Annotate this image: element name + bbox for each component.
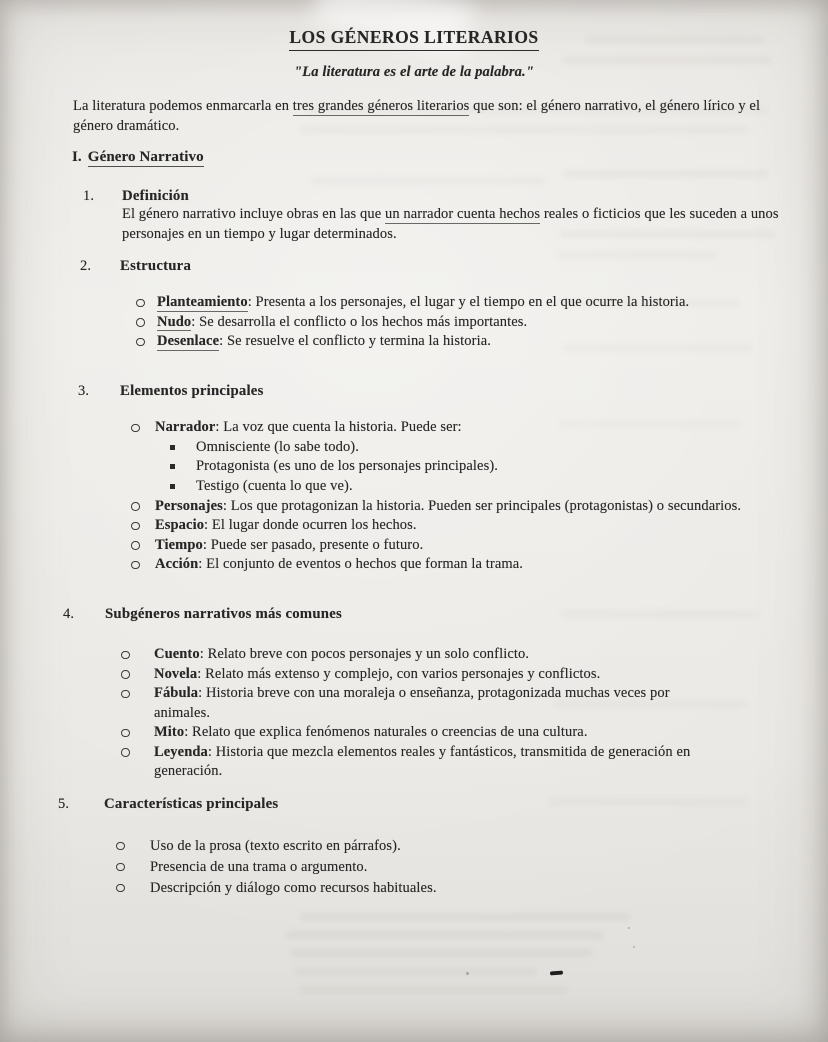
intro-underlined-text: tres grandes géneros literarios xyxy=(292,98,470,114)
text: : El lugar donde ocurren los hechos. xyxy=(204,517,417,534)
circle-bullet-icon xyxy=(136,332,157,346)
term: Leyenda xyxy=(154,743,208,760)
term: Personajes xyxy=(155,497,223,514)
list-item-text xyxy=(155,497,755,517)
list-item xyxy=(121,665,719,685)
list-item xyxy=(131,536,755,556)
numbered-heading-caracteristicas xyxy=(58,794,278,814)
intro-text-pre: La literatura podemos enmarcarla en xyxy=(73,98,293,114)
sub-list-item xyxy=(170,438,755,458)
term: Nudo xyxy=(157,313,192,330)
sub-list-item xyxy=(170,457,755,477)
list-item xyxy=(131,555,755,575)
sub-text: Testigo (cuenta lo que ve). xyxy=(196,478,353,495)
circle-bullet-icon xyxy=(121,743,154,757)
intro-text-post: que son: el género narrativo, el género lírico y el género dramático. xyxy=(73,98,761,134)
text: : Relato más extenso y complejo, con varios personajes y conflictos. xyxy=(197,665,601,682)
square-bullet-icon xyxy=(170,477,196,489)
sub-text: Protagonista (es uno de los personajes principales). xyxy=(196,458,498,475)
numbered-heading-definicion xyxy=(83,186,189,206)
list-item-text xyxy=(155,516,755,536)
term: Planteamiento xyxy=(157,294,248,310)
list-item-text xyxy=(154,665,719,685)
term: Cuento xyxy=(154,646,200,662)
circle-bullet-icon xyxy=(136,313,157,327)
text: : Se desarrolla el conflicto o los hechos más importantes. xyxy=(191,313,528,330)
document-title: LOS GÉNEROS LITERARIOS xyxy=(289,27,538,51)
list-item xyxy=(116,836,670,857)
term: Mito xyxy=(154,724,185,740)
narrador-sub-list xyxy=(170,438,755,497)
term: Espacio xyxy=(155,517,205,534)
bleed-through-line xyxy=(560,610,760,618)
text: : Historia breve con una moraleja o enseñanza, protagonizada muchas veces por animales. xyxy=(154,685,670,721)
text: : Presenta a los personajes, el lugar y el tiempo en el que ocurre la historia. xyxy=(247,294,690,310)
list-item-text xyxy=(157,313,742,333)
elementos-list xyxy=(131,418,755,575)
circle-bullet-icon xyxy=(131,516,155,530)
text: : Relato que explica fenómenos naturales o creencias de una cultura. xyxy=(184,724,588,740)
item-heading: Características principales xyxy=(104,796,279,812)
item-number: 4. xyxy=(63,606,75,622)
intro-paragraph xyxy=(73,97,785,136)
estructura-list xyxy=(136,293,742,352)
ink-speck xyxy=(466,972,469,975)
circle-bullet-icon xyxy=(131,497,155,511)
term: Narrador xyxy=(155,419,216,435)
circle-bullet-icon xyxy=(131,418,155,432)
list-item xyxy=(136,293,742,313)
list-item-text xyxy=(150,857,670,878)
ink-speck xyxy=(628,927,630,929)
text: : Puede ser pasado, presente o futuro. xyxy=(202,536,424,553)
sub-text: Omnisciente (lo sabe todo). xyxy=(196,438,359,455)
text: : Historia que mezcla elementos reales y fantásticos, transmitida de generación en generación. xyxy=(154,743,691,779)
circle-bullet-icon xyxy=(116,878,150,892)
sub-list-item xyxy=(170,477,755,497)
subgeneros-list xyxy=(121,645,719,782)
term: Fábula xyxy=(154,685,199,701)
text: Descripción y diálogo como recursos habituales. xyxy=(150,880,437,896)
item-number: 2. xyxy=(80,258,92,274)
title-row xyxy=(0,27,828,51)
item-number: 3. xyxy=(78,383,90,399)
circle-bullet-icon xyxy=(116,857,150,871)
item-heading: Elementos principales xyxy=(120,383,264,399)
text: : El conjunto de eventos o hechos que forman la trama. xyxy=(198,556,524,573)
ink-speck xyxy=(633,946,635,948)
section-numeral: I. xyxy=(72,149,82,165)
list-item xyxy=(121,684,719,723)
bleed-through-line xyxy=(290,949,593,957)
numbered-heading-subgeneros xyxy=(63,604,342,624)
list-item xyxy=(131,418,755,497)
list-item-text xyxy=(155,536,755,556)
term: Novela xyxy=(154,665,198,682)
circle-bullet-icon xyxy=(116,836,150,850)
text: : Los que protagonizan la historia. Pueden ser principales (protagonistas) o secundarios. xyxy=(222,497,742,514)
list-item xyxy=(121,743,719,782)
bleed-through-line xyxy=(548,798,748,806)
list-item-text xyxy=(154,743,719,782)
text: Uso de la prosa (texto escrito en párrafos). xyxy=(150,838,401,854)
bleed-through-line xyxy=(300,913,630,921)
item-number: 5. xyxy=(58,796,70,812)
circle-bullet-icon xyxy=(121,645,154,659)
list-item xyxy=(131,516,755,536)
text: : Relato breve con pocos personajes y un solo conflicto. xyxy=(199,646,530,662)
list-item xyxy=(116,878,670,899)
caracteristicas-list xyxy=(116,836,670,899)
term: Acción xyxy=(155,556,199,573)
bleed-through-line xyxy=(310,177,545,185)
item-heading: Estructura xyxy=(120,258,192,274)
list-item xyxy=(116,857,670,878)
list-item xyxy=(131,497,755,517)
item-heading: Definición xyxy=(122,188,189,204)
circle-bullet-icon xyxy=(131,555,155,569)
bleed-through-line xyxy=(562,56,772,64)
bleed-through-line xyxy=(286,931,604,939)
section-title: Género Narrativo xyxy=(87,149,204,165)
list-item-text xyxy=(150,836,670,857)
circle-bullet-icon xyxy=(121,665,154,679)
list-item-text xyxy=(155,555,755,575)
item-heading: Subgéneros narrativos más comunes xyxy=(105,606,342,622)
list-item xyxy=(136,332,742,352)
list-item-text xyxy=(154,723,719,743)
pen-mark xyxy=(550,971,563,976)
term: Tiempo xyxy=(155,536,203,553)
definicion-text-post: reales o ficticios que les suceden a unos personajes en un tiempo y lugar determinados. xyxy=(122,206,779,242)
numbered-heading-estructura xyxy=(80,256,191,276)
square-bullet-icon xyxy=(170,457,196,469)
square-bullet-icon xyxy=(170,438,196,450)
circle-bullet-icon xyxy=(136,293,157,307)
list-item xyxy=(121,645,719,665)
list-item-text xyxy=(157,332,742,352)
circle-bullet-icon xyxy=(121,684,154,698)
bleed-through-line xyxy=(563,170,768,178)
definicion-underlined-text: un narrador cuenta hechos xyxy=(385,206,541,222)
text: : La voz que cuenta la historia. Puede ser: xyxy=(215,419,462,435)
text: Presencia de una trama o argumento. xyxy=(150,859,368,875)
list-item-text xyxy=(155,418,755,497)
list-item-text xyxy=(157,293,742,313)
list-item-text xyxy=(154,684,719,723)
list-item xyxy=(136,313,742,333)
bleed-through-line xyxy=(558,251,718,259)
list-item xyxy=(121,723,719,743)
text: : Se resuelve el conflicto y termina la historia. xyxy=(219,333,491,349)
term: Desenlace xyxy=(157,333,220,349)
list-item-text xyxy=(154,645,719,665)
section-heading xyxy=(72,149,204,166)
item-number: 1. xyxy=(83,188,95,204)
circle-bullet-icon xyxy=(121,723,154,737)
definicion-text-pre: El género narrativo incluye obras en las que xyxy=(122,206,385,222)
numbered-heading-elementos xyxy=(78,381,264,401)
definicion-body xyxy=(122,205,784,244)
document-quote: "La literatura es el arte de la palabra." xyxy=(293,64,534,80)
bleed-through-line xyxy=(299,986,567,994)
circle-bullet-icon xyxy=(131,536,155,550)
list-item-text xyxy=(150,878,670,899)
bleed-through-line xyxy=(294,967,537,975)
